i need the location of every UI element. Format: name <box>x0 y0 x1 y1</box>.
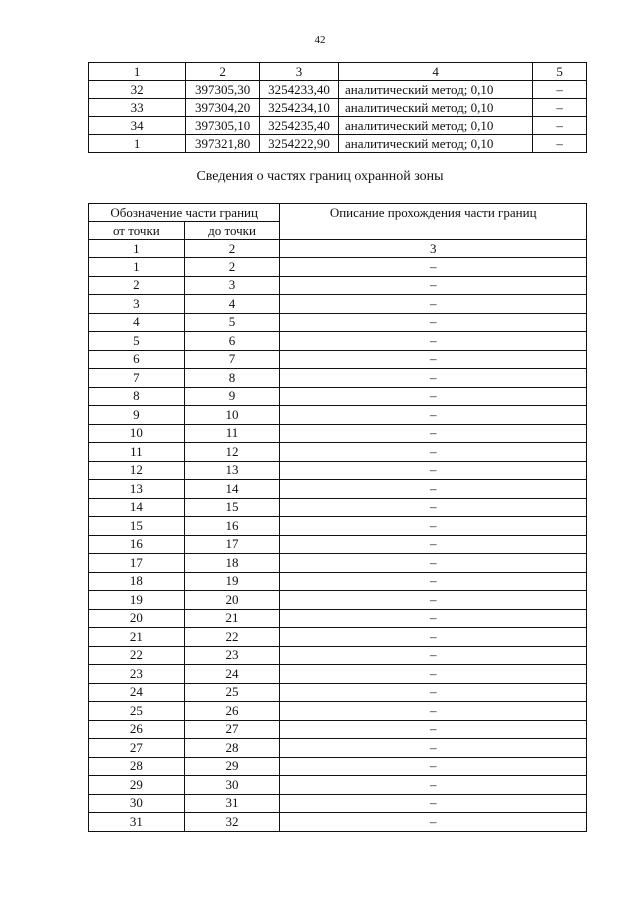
table-row <box>89 776 587 795</box>
table-row <box>89 554 587 573</box>
from-point-cell: 4 <box>89 313 185 332</box>
table-row <box>89 81 587 99</box>
table-row <box>89 609 587 628</box>
description-cell: – <box>280 350 587 369</box>
description-cell: – <box>280 609 587 628</box>
from-point-cell: 3 <box>89 295 185 314</box>
from-point-cell: 10 <box>89 424 185 443</box>
table-row <box>89 332 587 351</box>
from-point-cell: 2 <box>89 276 185 295</box>
table-row <box>89 258 587 277</box>
description-header: Описание прохождения части границ <box>280 204 587 240</box>
to-point-cell: 25 <box>184 683 280 702</box>
table-row <box>89 739 587 758</box>
to-point-cell: 2 <box>184 258 280 277</box>
from-point-cell: 26 <box>89 720 185 739</box>
description-cell: – <box>280 387 587 406</box>
y-coordinate-cell: 3254233,40 <box>260 81 339 99</box>
from-point-cell: 24 <box>89 683 185 702</box>
to-point-cell: 8 <box>184 369 280 388</box>
from-point-cell: 21 <box>89 628 185 647</box>
description-cell: – <box>280 813 587 832</box>
description-cell: – <box>280 702 587 721</box>
boundary-parts-table <box>88 203 587 832</box>
from-point-cell: 19 <box>89 591 185 610</box>
to-point-cell: 17 <box>184 535 280 554</box>
column-number-2: 2 <box>184 240 280 258</box>
description-cell: – <box>280 535 587 554</box>
from-point-cell: 5 <box>89 332 185 351</box>
description-cell: – <box>280 332 587 351</box>
method-cell: аналитический метод; 0,10 <box>338 117 532 135</box>
table-row <box>89 369 587 388</box>
description-cell: – <box>280 424 587 443</box>
column-number-row <box>89 240 587 258</box>
to-point-cell: 18 <box>184 554 280 573</box>
to-point-cell: 16 <box>184 517 280 536</box>
to-point-cell: 32 <box>184 813 280 832</box>
description-cell: – <box>280 665 587 684</box>
from-point-cell: 15 <box>89 517 185 536</box>
column-number-3: 3 <box>260 63 339 81</box>
from-point-cell: 6 <box>89 350 185 369</box>
to-point-cell: 26 <box>184 702 280 721</box>
table-row <box>89 702 587 721</box>
from-point-cell: 8 <box>89 387 185 406</box>
table-row <box>89 646 587 665</box>
point-number-cell: 34 <box>89 117 186 135</box>
table-row <box>89 517 587 536</box>
from-point-cell: 25 <box>89 702 185 721</box>
to-point-cell: 23 <box>184 646 280 665</box>
to-point-cell: 19 <box>184 572 280 591</box>
description-cell: – <box>280 480 587 499</box>
description-cell: – <box>280 517 587 536</box>
description-cell: – <box>280 739 587 758</box>
y-coordinate-cell: 3254222,90 <box>260 135 339 153</box>
method-cell: аналитический метод; 0,10 <box>338 135 532 153</box>
to-point-cell: 9 <box>184 387 280 406</box>
table-row <box>89 313 587 332</box>
description-cell: – <box>280 406 587 425</box>
from-point-cell: 20 <box>89 609 185 628</box>
table-row <box>89 480 587 499</box>
to-point-header: до точки <box>184 222 280 240</box>
from-point-cell: 29 <box>89 776 185 795</box>
y-coordinate-cell: 3254235,40 <box>260 117 339 135</box>
from-point-cell: 17 <box>89 554 185 573</box>
to-point-cell: 28 <box>184 739 280 758</box>
table-row <box>89 591 587 610</box>
description-cell: – <box>280 369 587 388</box>
to-point-cell: 7 <box>184 350 280 369</box>
table-header-row <box>89 63 587 81</box>
table-row <box>89 794 587 813</box>
to-point-cell: 11 <box>184 424 280 443</box>
description-cell: – <box>280 646 587 665</box>
to-point-cell: 27 <box>184 720 280 739</box>
to-point-cell: 15 <box>184 498 280 517</box>
to-point-cell: 22 <box>184 628 280 647</box>
coordinates-table <box>88 62 587 153</box>
description-cell: – <box>280 258 587 277</box>
method-cell: аналитический метод; 0,10 <box>338 81 532 99</box>
method-cell: аналитический метод; 0,10 <box>338 99 532 117</box>
table-row <box>89 665 587 684</box>
description-cell: – <box>280 628 587 647</box>
column-number-4: 4 <box>338 63 532 81</box>
description-cell: – <box>280 554 587 573</box>
table-row <box>89 99 587 117</box>
column-number-2: 2 <box>186 63 260 81</box>
x-coordinate-cell: 397304,20 <box>186 99 260 117</box>
from-point-cell: 11 <box>89 443 185 462</box>
section-title: Сведения о частях границ охранной зоны <box>196 169 444 184</box>
table-row <box>89 424 587 443</box>
to-point-cell: 29 <box>184 757 280 776</box>
from-point-cell: 13 <box>89 480 185 499</box>
y-coordinate-cell: 3254234,10 <box>260 99 339 117</box>
from-point-cell: 22 <box>89 646 185 665</box>
from-point-cell: 30 <box>89 794 185 813</box>
table-header-row <box>89 204 587 222</box>
from-point-header: от точки <box>89 222 185 240</box>
table-row <box>89 628 587 647</box>
table-row <box>89 135 587 153</box>
to-point-cell: 13 <box>184 461 280 480</box>
point-number-cell: 1 <box>89 135 186 153</box>
from-point-cell: 31 <box>89 813 185 832</box>
description-cell: – <box>280 295 587 314</box>
from-point-cell: 28 <box>89 757 185 776</box>
table-row <box>89 813 587 832</box>
table-row <box>89 443 587 462</box>
x-coordinate-cell: 397305,30 <box>186 81 260 99</box>
from-point-cell: 18 <box>89 572 185 591</box>
x-coordinate-cell: 397321,80 <box>186 135 260 153</box>
to-point-cell: 24 <box>184 665 280 684</box>
note-cell: – <box>533 117 587 135</box>
description-cell: – <box>280 794 587 813</box>
table-row <box>89 572 587 591</box>
to-point-cell: 21 <box>184 609 280 628</box>
column-number-5: 5 <box>533 63 587 81</box>
column-number-3: 3 <box>280 240 587 258</box>
table-row <box>89 720 587 739</box>
designation-header: Обозначение части границ <box>89 204 280 222</box>
from-point-cell: 23 <box>89 665 185 684</box>
table-row <box>89 276 587 295</box>
point-number-cell: 32 <box>89 81 186 99</box>
description-cell: – <box>280 443 587 462</box>
description-cell: – <box>280 591 587 610</box>
to-point-cell: 14 <box>184 480 280 499</box>
to-point-cell: 6 <box>184 332 280 351</box>
from-point-cell: 7 <box>89 369 185 388</box>
table-row <box>89 406 587 425</box>
table-row <box>89 350 587 369</box>
from-point-cell: 27 <box>89 739 185 758</box>
table-row <box>89 535 587 554</box>
from-point-cell: 12 <box>89 461 185 480</box>
from-point-cell: 9 <box>89 406 185 425</box>
to-point-cell: 3 <box>184 276 280 295</box>
description-cell: – <box>280 572 587 591</box>
to-point-cell: 5 <box>184 313 280 332</box>
description-cell: – <box>280 720 587 739</box>
to-point-cell: 4 <box>184 295 280 314</box>
table-row <box>89 117 587 135</box>
note-cell: – <box>533 99 587 117</box>
description-cell: – <box>280 313 587 332</box>
table-row <box>89 683 587 702</box>
description-cell: – <box>280 683 587 702</box>
note-cell: – <box>533 135 587 153</box>
page-number: 42 <box>314 34 326 46</box>
to-point-cell: 31 <box>184 794 280 813</box>
description-cell: – <box>280 776 587 795</box>
to-point-cell: 30 <box>184 776 280 795</box>
from-point-cell: 14 <box>89 498 185 517</box>
table-row <box>89 498 587 517</box>
description-cell: – <box>280 276 587 295</box>
from-point-cell: 16 <box>89 535 185 554</box>
to-point-cell: 10 <box>184 406 280 425</box>
description-cell: – <box>280 498 587 517</box>
note-cell: – <box>533 81 587 99</box>
table-row <box>89 757 587 776</box>
column-number-1: 1 <box>89 63 186 81</box>
column-number-1: 1 <box>89 240 185 258</box>
description-cell: – <box>280 461 587 480</box>
from-point-cell: 1 <box>89 258 185 277</box>
to-point-cell: 20 <box>184 591 280 610</box>
x-coordinate-cell: 397305,10 <box>186 117 260 135</box>
point-number-cell: 33 <box>89 99 186 117</box>
table-row <box>89 295 587 314</box>
to-point-cell: 12 <box>184 443 280 462</box>
table-row <box>89 387 587 406</box>
description-cell: – <box>280 757 587 776</box>
table-row <box>89 461 587 480</box>
